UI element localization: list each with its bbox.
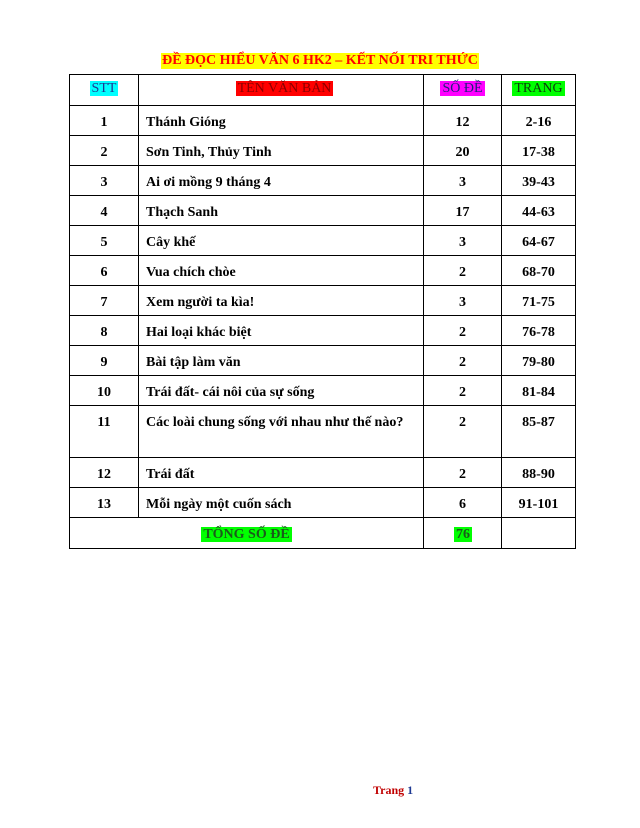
total-value: 76 — [456, 527, 470, 542]
row-name: Cây khế — [139, 226, 424, 256]
row-pages: 88-90 — [502, 458, 576, 488]
row-count: 3 — [424, 166, 502, 196]
row-stt: 13 — [70, 488, 139, 518]
row-pages: 91-101 — [502, 488, 576, 518]
table-row — [70, 256, 576, 286]
row-name: Hai loại khác biệt — [139, 316, 424, 346]
row-stt: 5 — [70, 226, 139, 256]
row-pages: 39-43 — [502, 166, 576, 196]
row-name: Vua chích chòe — [139, 256, 424, 286]
row-count: 3 — [424, 286, 502, 316]
table-row — [70, 106, 576, 136]
row-count: 12 — [424, 106, 502, 136]
row-stt: 7 — [70, 286, 139, 316]
row-pages: 2-16 — [502, 106, 576, 136]
row-name: Mỗi ngày một cuốn sách — [139, 488, 424, 518]
row-count: 3 — [424, 226, 502, 256]
row-name: Các loài chung sống với nhau như thế nào? — [139, 406, 424, 458]
table-row — [70, 196, 576, 226]
row-pages: 64-67 — [502, 226, 576, 256]
table-row — [70, 136, 576, 166]
row-count: 17 — [424, 196, 502, 226]
row-pages: 71-75 — [502, 286, 576, 316]
contents-table — [69, 74, 576, 549]
row-stt: 1 — [70, 106, 139, 136]
row-name: Sơn Tinh, Thủy Tinh — [139, 136, 424, 166]
table-row — [70, 376, 576, 406]
row-count: 2 — [424, 376, 502, 406]
row-stt: 12 — [70, 458, 139, 488]
row-stt: 10 — [70, 376, 139, 406]
row-count: 2 — [424, 256, 502, 286]
document-title: ĐỀ ĐỌC HIỂU VĂN 6 HK2 – KẾT NỐI TRI THỨC — [162, 53, 478, 68]
page-footer — [373, 783, 413, 798]
row-stt: 8 — [70, 316, 139, 346]
row-name: Bài tập làm văn — [139, 346, 424, 376]
row-name: Trái đất — [139, 458, 424, 488]
row-pages: 79-80 — [502, 346, 576, 376]
row-stt: 9 — [70, 346, 139, 376]
table-row — [70, 458, 576, 488]
row-stt: 3 — [70, 166, 139, 196]
table-row — [70, 346, 576, 376]
row-count: 2 — [424, 406, 502, 458]
row-pages: 76-78 — [502, 316, 576, 346]
row-pages: 17-38 — [502, 136, 576, 166]
row-stt: 6 — [70, 256, 139, 286]
header-count-cell — [424, 75, 502, 106]
table-header-row — [70, 75, 576, 106]
row-stt: 4 — [70, 196, 139, 226]
header-name: TÊN VĂN BẢN — [237, 81, 332, 96]
header-pages: TRANG — [514, 81, 563, 96]
row-stt: 11 — [70, 406, 139, 458]
header-pages-cell — [502, 75, 576, 106]
row-name: Thánh Gióng — [139, 106, 424, 136]
total-pages-cell — [502, 518, 576, 549]
row-count: 20 — [424, 136, 502, 166]
row-count: 2 — [424, 316, 502, 346]
row-stt: 2 — [70, 136, 139, 166]
table-row — [70, 406, 576, 458]
row-pages: 68-70 — [502, 256, 576, 286]
header-name-cell — [139, 75, 424, 106]
row-pages: 81-84 — [502, 376, 576, 406]
row-name: Xem người ta kìa! — [139, 286, 424, 316]
header-stt: STT — [91, 81, 117, 96]
total-label: TỔNG SỐ ĐỀ — [203, 527, 290, 542]
header-count: SỐ ĐỀ — [442, 81, 483, 96]
table-row — [70, 488, 576, 518]
total-value-cell — [424, 518, 502, 549]
row-name: Ai ơi mồng 9 tháng 4 — [139, 166, 424, 196]
row-count: 2 — [424, 346, 502, 376]
title-wrapper — [0, 51, 640, 69]
row-count: 6 — [424, 488, 502, 518]
total-label-cell — [70, 518, 424, 549]
row-pages: 44-63 — [502, 196, 576, 226]
table-row — [70, 316, 576, 346]
total-row — [70, 518, 576, 549]
table-row — [70, 226, 576, 256]
footer-label: Trang — [373, 783, 405, 797]
row-count: 2 — [424, 458, 502, 488]
footer-page-number: 1 — [407, 783, 414, 797]
header-stt-cell — [70, 75, 139, 106]
table-row — [70, 166, 576, 196]
row-name: Thạch Sanh — [139, 196, 424, 226]
table-row — [70, 286, 576, 316]
row-pages: 85-87 — [502, 406, 576, 458]
row-name: Trái đất- cái nôi của sự sống — [139, 376, 424, 406]
